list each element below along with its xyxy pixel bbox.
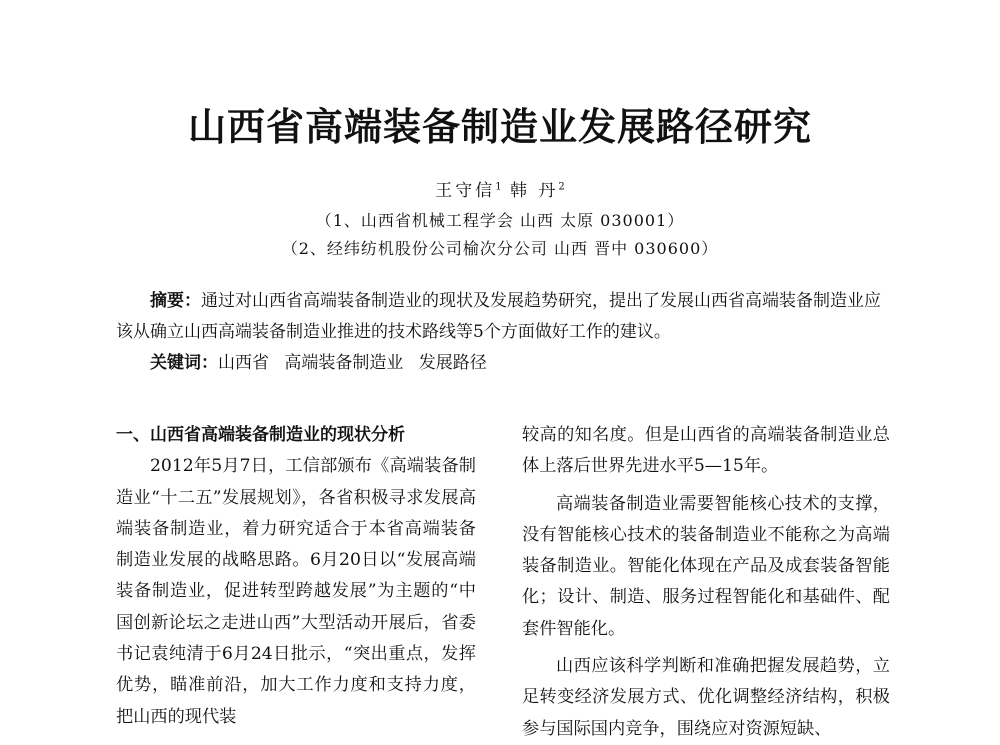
author-2-marker: 2 (558, 181, 565, 193)
affiliation-2: （2、经纬纺机股份公司榆次分公司 山西 晋中 030600） (281, 239, 719, 258)
right-paragraph-3: 山西应该科学判断和准确把握发展趋势，立足转变经济发展方式、优化调整经济结构，积极参与国际国内竞争，围绕应对资源短缺、 (522, 656, 890, 739)
keywords-label: 关键词： (150, 353, 218, 373)
left-paragraph: 2012年5月7日，工信部颁布《高端装备制造业“十二五”发展规划》，各省积极寻求发展高端装备制造业，着力研究适合于本省高端装备制造业发展的战略思路。6月20日以“发展高端装备制造业，促进转型跨越发展”为主题的“中国创新论坛之走进山西”大型活动开展后，省委书记袁纯清于6月24日批示，“突出重点，发挥优势，瞄准前沿，加大工作力度和支持力度，把山西的现代装 (116, 456, 476, 727)
keywords (150, 348, 487, 379)
right-paragraph-1: 较高的知名度。但是山西省的高端装备制造业总体上落后世界先进水平5—15年。 (522, 425, 890, 477)
right-column (522, 420, 890, 745)
right-paragraph-2: 高端装备制造业需要智能核心技术的支撑，没有智能核心技术的装备制造业不能称之为高端装备制造业。智能化体现在产品及成套装备智能化；设计、制造、服务过程智能化和基础件、配套件智能化。 (522, 493, 890, 639)
paper-title: 山西省高端装备制造业发展路径研究 (187, 105, 812, 149)
author-2: 韩 丹 (510, 181, 559, 201)
author-line (0, 176, 1000, 201)
keywords-text: 山西省 高端装备制造业 发展路径 (218, 353, 487, 373)
left-column (116, 420, 476, 733)
affiliation-1: （1、山西省机械工程学会 山西 太原 030001） (315, 211, 685, 230)
section-heading-1: 一、山西省高端装备制造业的现状分析 (116, 425, 405, 445)
abstract-label: 摘要： (150, 291, 201, 311)
abstract (116, 286, 890, 348)
author-1-marker: 1 (495, 181, 502, 193)
author-1: 王守信 (435, 181, 496, 201)
abstract-text: 通过对山西省高端装备制造业的现状及发展趋势研究，提出了发展山西省高端装备制造业应该从确立山西高端装备制造业推进的技术路线等5个方面做好工作的建议。 (116, 291, 881, 342)
